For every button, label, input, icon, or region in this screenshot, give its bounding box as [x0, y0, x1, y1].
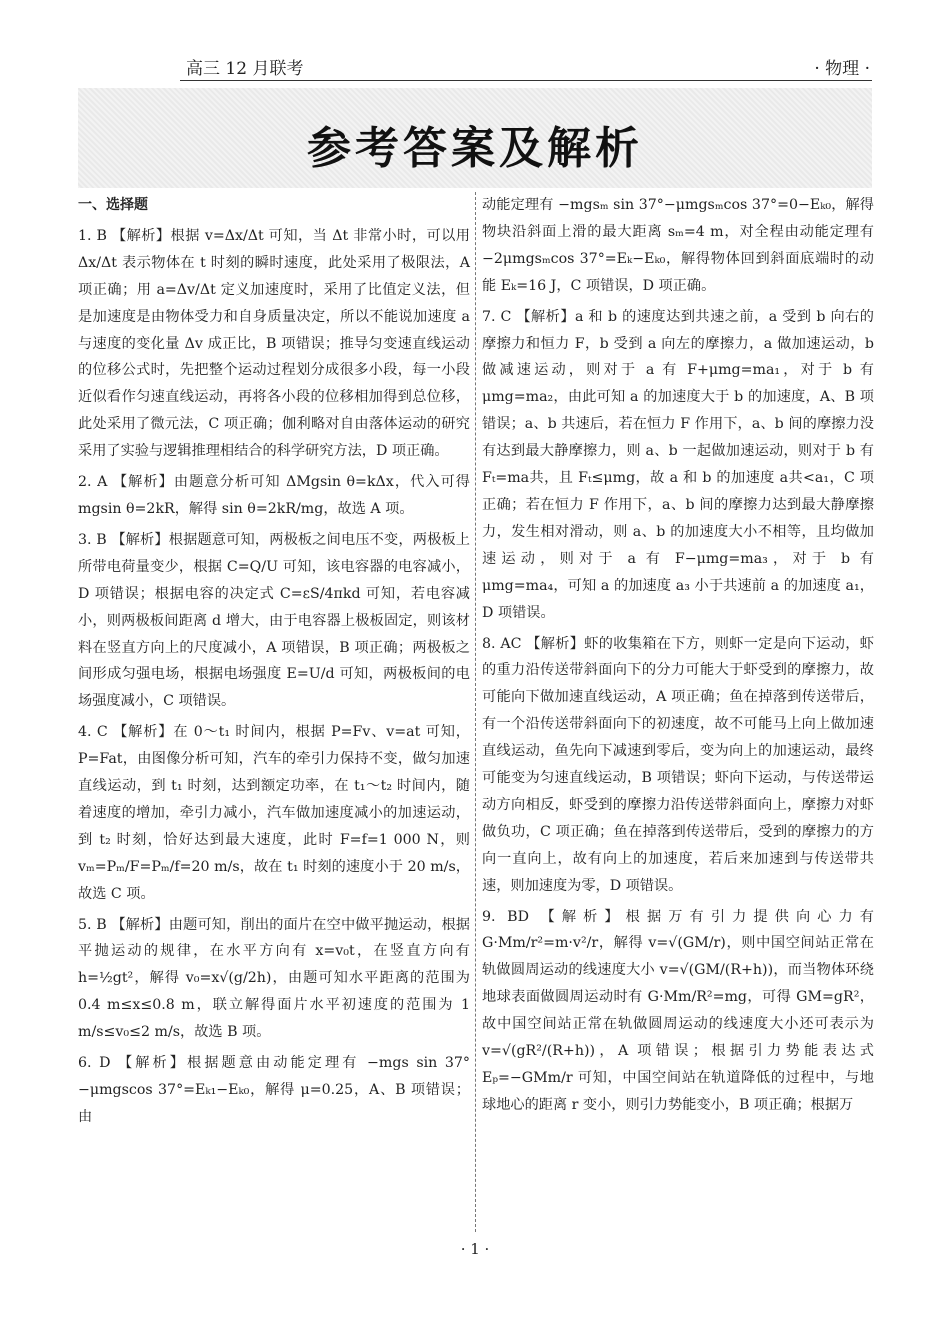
right-column	[482, 192, 874, 1123]
answer-item-1: 1. B 【解析】根据 v=Δx/Δt 可知，当 Δt 非常小时，可以用 Δx/Δt 表示物体在 t 时刻的瞬时速度，此处采用了极限法，A 项正确；用 a=Δv/Δt 定义加速度时，采用了比值定义法，但是加速度是由物体受力和自身质量决定，所以不能说加速度 a 与速度的变化量 Δv 成正比，B 项错误；推导匀变速直线运动的位移公式时，先把整个运动过程划分成很多小段，每一小段近似看作匀速直线运动，再将各小段的位移相加得到总位移，此处采用了微元法，C 项正确；伽利略对自由落体运动的研究采用了实验与逻辑推理相结合的科学研究方法，D 项正确。	[78, 227, 470, 460]
answer-item-6-continued: 动能定理有 −mgsₘ sin 37°−μmgsₘcos 37°=0−Eₖ₀，解得物块沿斜面上滑的最大距离 sₘ=4 m，对全程由动能定理有 −2μmgsₘcos 37°=Eₖ−Eₖ₀，解得物体回到斜面底端时的动能 Eₖ=16 J，C 项错误，D 项正确。	[482, 197, 874, 294]
answer-item-5: 5. B 【解析】由题可知，削出的面片在空中做平抛运动，根据平抛运动的规律，在水平方向有 x=v₀t，在竖直方向有 h=½gt²，解得 v₀=x√(g/2h)，由题可知水平距离的范围为 0.4 m≤x≤0.8 m，联立解得面片水平初速度的范围为 1 m/s≤v₀≤2 m/s，故选 B 项。	[78, 916, 470, 1041]
left-column	[78, 192, 470, 1135]
answer-item-2: 2. A 【解析】由题意分析可知 ΔMgsin θ=kΔx，代入可得 mgsin θ=2kR，解得 sin θ=2kR/mg，故选 A 项。	[78, 474, 470, 517]
answer-item-3: 3. B 【解析】根据题意可知，两极板之间电压不变，两极板上所带电荷量变少，根据 C=Q/U 可知，该电容器的电容减小，D 项错误；根据电容的决定式 C=εS/4πkd 可知，若电容减小，则两极板间距离 d 增大，由于电容器上极板固定，则该材料在竖直方向上的尺度减小，A 项错误，B 项正确；两极板之间形成匀强电场，根据电场强度 E=U/d 可知，两极板间的电场强度减小，C 项错误。	[78, 531, 470, 710]
title-banner	[78, 88, 872, 188]
answer-item-4: 4. C 【解析】在 0～t₁ 时间内，根据 P=Fv、v=at 可知，P=Fat，由图像分析可知，汽车的牵引力保持不变，做匀加速直线运动，到 t₁ 时刻，达到额定功率，在 t₁～t₂ 时间内，随着速度的增加，牵引力减小，汽车做加速度减小的加速运动，到 t₂ 时刻，恰好达到最大速度，此时 F=f=1 000 N，则 vₘ=Pₘ/F=Pₘ/f=20 m/s，故在 t₁ 时刻的速度小于 20 m/s，故选 C 项。	[78, 724, 470, 902]
page-title: 参考答案及解析	[307, 123, 643, 174]
answer-item-6: 6. D 【解析】根据题意由动能定理有 −mgs sin 37°−μmgscos 37°=Eₖ₁−Eₖ₀，解得 μ=0.25，A、B 项错误；由	[78, 1055, 470, 1125]
page-number: · 1 ·	[460, 1240, 490, 1258]
section-title: 一、选择题	[78, 197, 148, 213]
exam-title: 高三 12 月联考	[186, 59, 304, 79]
answer-item-7: 7. C 【解析】a 和 b 的速度达到共速之前，a 受到 b 向右的摩擦力和恒力 F，b 受到 a 向左的摩擦力，a 做加速运动，b 做减速运动，则对于 a 有 F+μmg=ma₁，对于 b 有 μmg=ma₂，由此可知 a 的加速度大于 b 的加速度，A、B 项错误；a、b 共速后，若在恒力 F 作用下，a、b 间的摩擦力没有达到最大静摩擦力，则 a、b 一起做加速运动，则对于 b 有 Fₜ=ma共，且 Fₜ≤μmg，故 a 和 b 的加速度 a共<a₁，C 项正确；若在恒力 F 作用下，a、b 间的摩擦力达到最大静摩擦力，发生相对滑动，则 a、b 的加速度大小不相等，且均做加速运动，则对于 a 有 F−μmg=ma₃，对于 b 有 μmg=ma₄，可知 a 的加速度 a₃ 小于共速前 a 的加速度 a₁，D 项错误。	[482, 308, 874, 621]
column-divider	[475, 192, 476, 1232]
answer-item-8: 8. AC 【解析】虾的收集箱在下方，则虾一定是向下运动，虾的重力沿传送带斜面向下的分力可能大于虾受到的摩擦力，故可能向下做加速直线运动，A 项正确；鱼在掉落到传送带后，有一个沿传送带斜面向下的初速度，故不可能马上向上做加速直线运动，鱼先向下减速到零后，变为向上的加速运动，最终可能变为匀速直线运动，B 项错误；虾向下运动，与传送带运动方向相反，虾受到的摩擦力沿传送带斜面向上，摩擦力对虾做负功，C 项正确；鱼在掉落到传送带后，受到的摩擦力的方向一直向上，故有向上的加速度，若后来加速到与传送带共速，则加速度为零，D 项错误。	[482, 635, 874, 894]
answer-item-9: 9. BD 【解析】根据万有引力提供向心力有 G·Mm/r²=m·v²/r，解得 v=√(GM/r)，则中国空间站正常在轨做圆周运动的线速度大小 v=√(GM/(R+h))，而当物体环绕地球表面做圆周运动时有 G·Mm/R²=mg，可得 GM=gR²，故中国空间站正常在轨做圆周运动的线速度大小还可表示为 v=√(gR²/(R+h))，A 项错误；根据引力势能表达式 Eₚ=−GMm/r 可知，中国空间站在轨道降低的过程中，与地球地心的距离 r 变小，则引力势能变小，B 项正确；根据万	[482, 908, 874, 1113]
page-header	[180, 50, 872, 81]
subject-label: · 物理 ·	[814, 59, 870, 79]
